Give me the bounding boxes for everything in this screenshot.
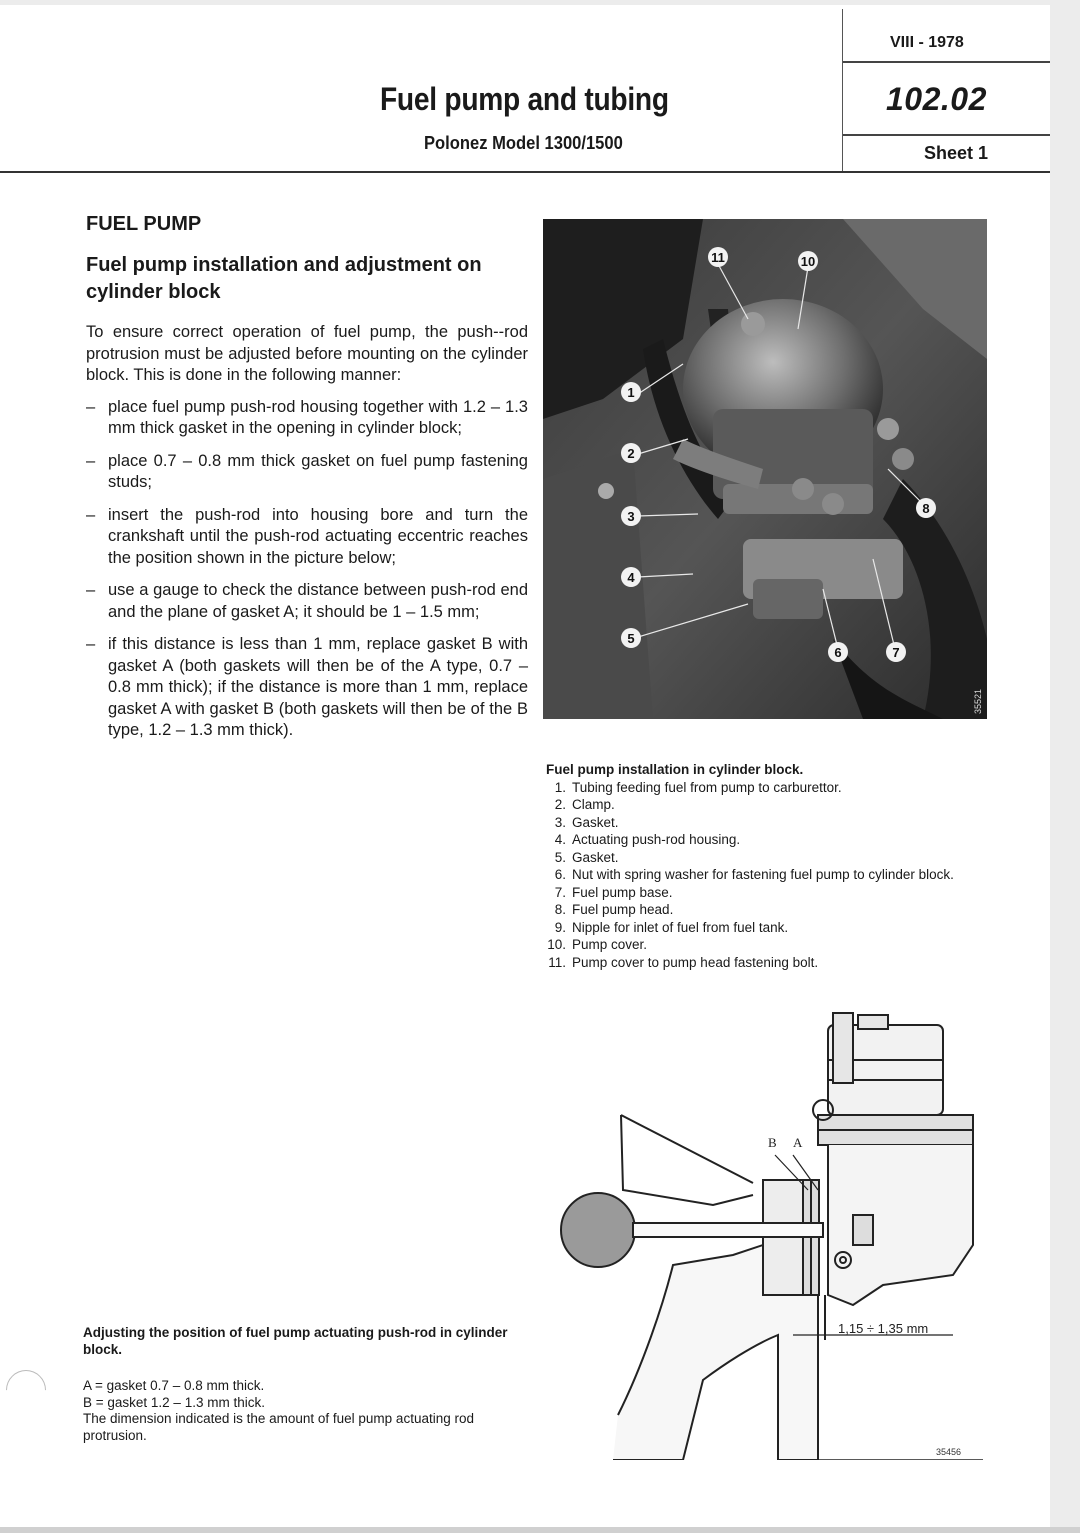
diagram-ref-number: 35456 — [936, 1447, 962, 1457]
header-box-divider — [843, 61, 1050, 63]
pushrod-adjustment-diagram — [553, 1005, 983, 1460]
parts-list-item: 7. Fuel pump base. — [554, 884, 673, 900]
page-subtitle: Polonez Model 1300/1500 — [424, 133, 623, 153]
procedure-step: – place 0.7 – 0.8 mm thick gasket on fuel pump fastening studs; — [86, 451, 528, 491]
parts-list-item: 5. Gasket. — [554, 849, 619, 865]
page-title: Fuel pump and tubing — [380, 81, 669, 117]
section-heading: FUEL PUMP — [86, 213, 202, 235]
diagram-caption-line: A = gasket 0.7 – 0.8 mm thick. — [83, 1378, 265, 1393]
header-rule — [0, 171, 1050, 173]
procedure-step: – if this distance is less than 1 mm, replace gasket B with gasket A (both gaskets will then be of the A type, 0.7 – 0.8 mm thick); if the distance is more than 1 mm, replace gasket A with gasket B (both gaskets will then be of the B type, 1.2 – 1.3 mm thick). — [86, 635, 528, 739]
viewer-bottom-edge — [0, 1527, 1080, 1533]
intro-paragraph: To ensure correct operation of fuel pump, the push--rod protrusion must be adjusted before mounting on the cylinder block. This is done in the following manner: — [86, 323, 528, 384]
sheet-number: Sheet 1 — [924, 143, 989, 163]
subsection-heading: Fuel pump installation and adjustment on cylinder block — [86, 254, 482, 303]
callout-5 — [621, 628, 641, 648]
svg-text:4: 4 — [627, 570, 635, 585]
document-page — [0, 5, 1050, 1527]
callout-1 — [621, 382, 641, 402]
procedure-steps — [86, 397, 528, 742]
svg-text:11: 11 — [711, 250, 725, 265]
section-code: 102.02 — [886, 81, 987, 117]
callout-2 — [621, 443, 641, 463]
gasket-a-label: A — [793, 1135, 803, 1150]
callout-8 — [916, 498, 936, 518]
parts-list-item: 10. Pump cover. — [547, 937, 648, 952]
callout-3 — [621, 506, 641, 526]
callout-7 — [886, 642, 906, 662]
callout-4 — [621, 567, 641, 587]
callout-6 — [828, 642, 848, 662]
fuel-pump-photo — [543, 219, 987, 719]
callout-11 — [708, 247, 728, 267]
parts-list-item: 3. Gasket. — [554, 814, 619, 830]
issue-date: VIII - 1978 — [890, 34, 964, 51]
svg-text:2: 2 — [627, 446, 635, 461]
parts-list-item: 8. Fuel pump head. — [554, 902, 674, 917]
diagram-caption-line: B = gasket 1.2 – 1.3 mm thick. — [83, 1394, 265, 1410]
parts-list-item: 11. Pump cover to pump head fastening bolt. — [548, 954, 819, 970]
dimension-label: 1,15 ÷ 1,35 mm — [838, 1321, 929, 1336]
photo-ref-number: 35521 — [973, 688, 983, 714]
svg-text:10: 10 — [800, 254, 816, 269]
photo-caption — [546, 761, 996, 971]
gasket-b-label: B — [768, 1135, 777, 1150]
svg-text:3: 3 — [627, 509, 635, 524]
parts-list — [546, 779, 996, 972]
svg-text:8: 8 — [922, 501, 930, 516]
procedure-step: – use a gauge to check the distance between push-rod end and the plane of gasket A; it should be 1 – 1.5 mm; — [86, 581, 528, 621]
instructions-column — [86, 213, 528, 753]
procedure-step: – insert the push-rod into housing bore and turn the crankshaft until the push-rod actuating eccentric reaches the position shown in the picture below; — [86, 505, 528, 567]
parts-list-item: 2. Clamp. — [554, 797, 615, 812]
parts-list-item: 6. Nut with spring washer for fastening fuel pump to cylinder block. — [554, 867, 954, 882]
diagram-caption-title: Adjusting the position of fuel pump actuating push-rod in cylinder block. — [83, 1325, 508, 1357]
parts-list-item: 9. Nipple for inlet of fuel from fuel tank. — [554, 919, 789, 935]
svg-text:6: 6 — [834, 645, 842, 660]
diagram-caption-line: The dimension indicated is the amount of fuel pump actuating rod protrusion. — [83, 1411, 474, 1443]
header-box-divider — [843, 134, 1050, 136]
parts-list-item: 4. Actuating push-rod housing. — [554, 832, 741, 847]
svg-text:5: 5 — [627, 631, 635, 646]
photo-caption-title: Fuel pump installation in cylinder block. — [546, 762, 804, 777]
procedure-step: – place fuel pump push-rod housing together with 1.2 – 1.3 mm thick gasket in the opening in cylinder block; — [86, 397, 528, 437]
parts-list-item: 1. Tubing feeding fuel from pump to carburettor. — [554, 779, 842, 795]
diagram-caption — [83, 1325, 528, 1444]
svg-text:7: 7 — [892, 645, 900, 660]
callout-10 — [798, 251, 818, 271]
svg-text:1: 1 — [627, 385, 635, 400]
